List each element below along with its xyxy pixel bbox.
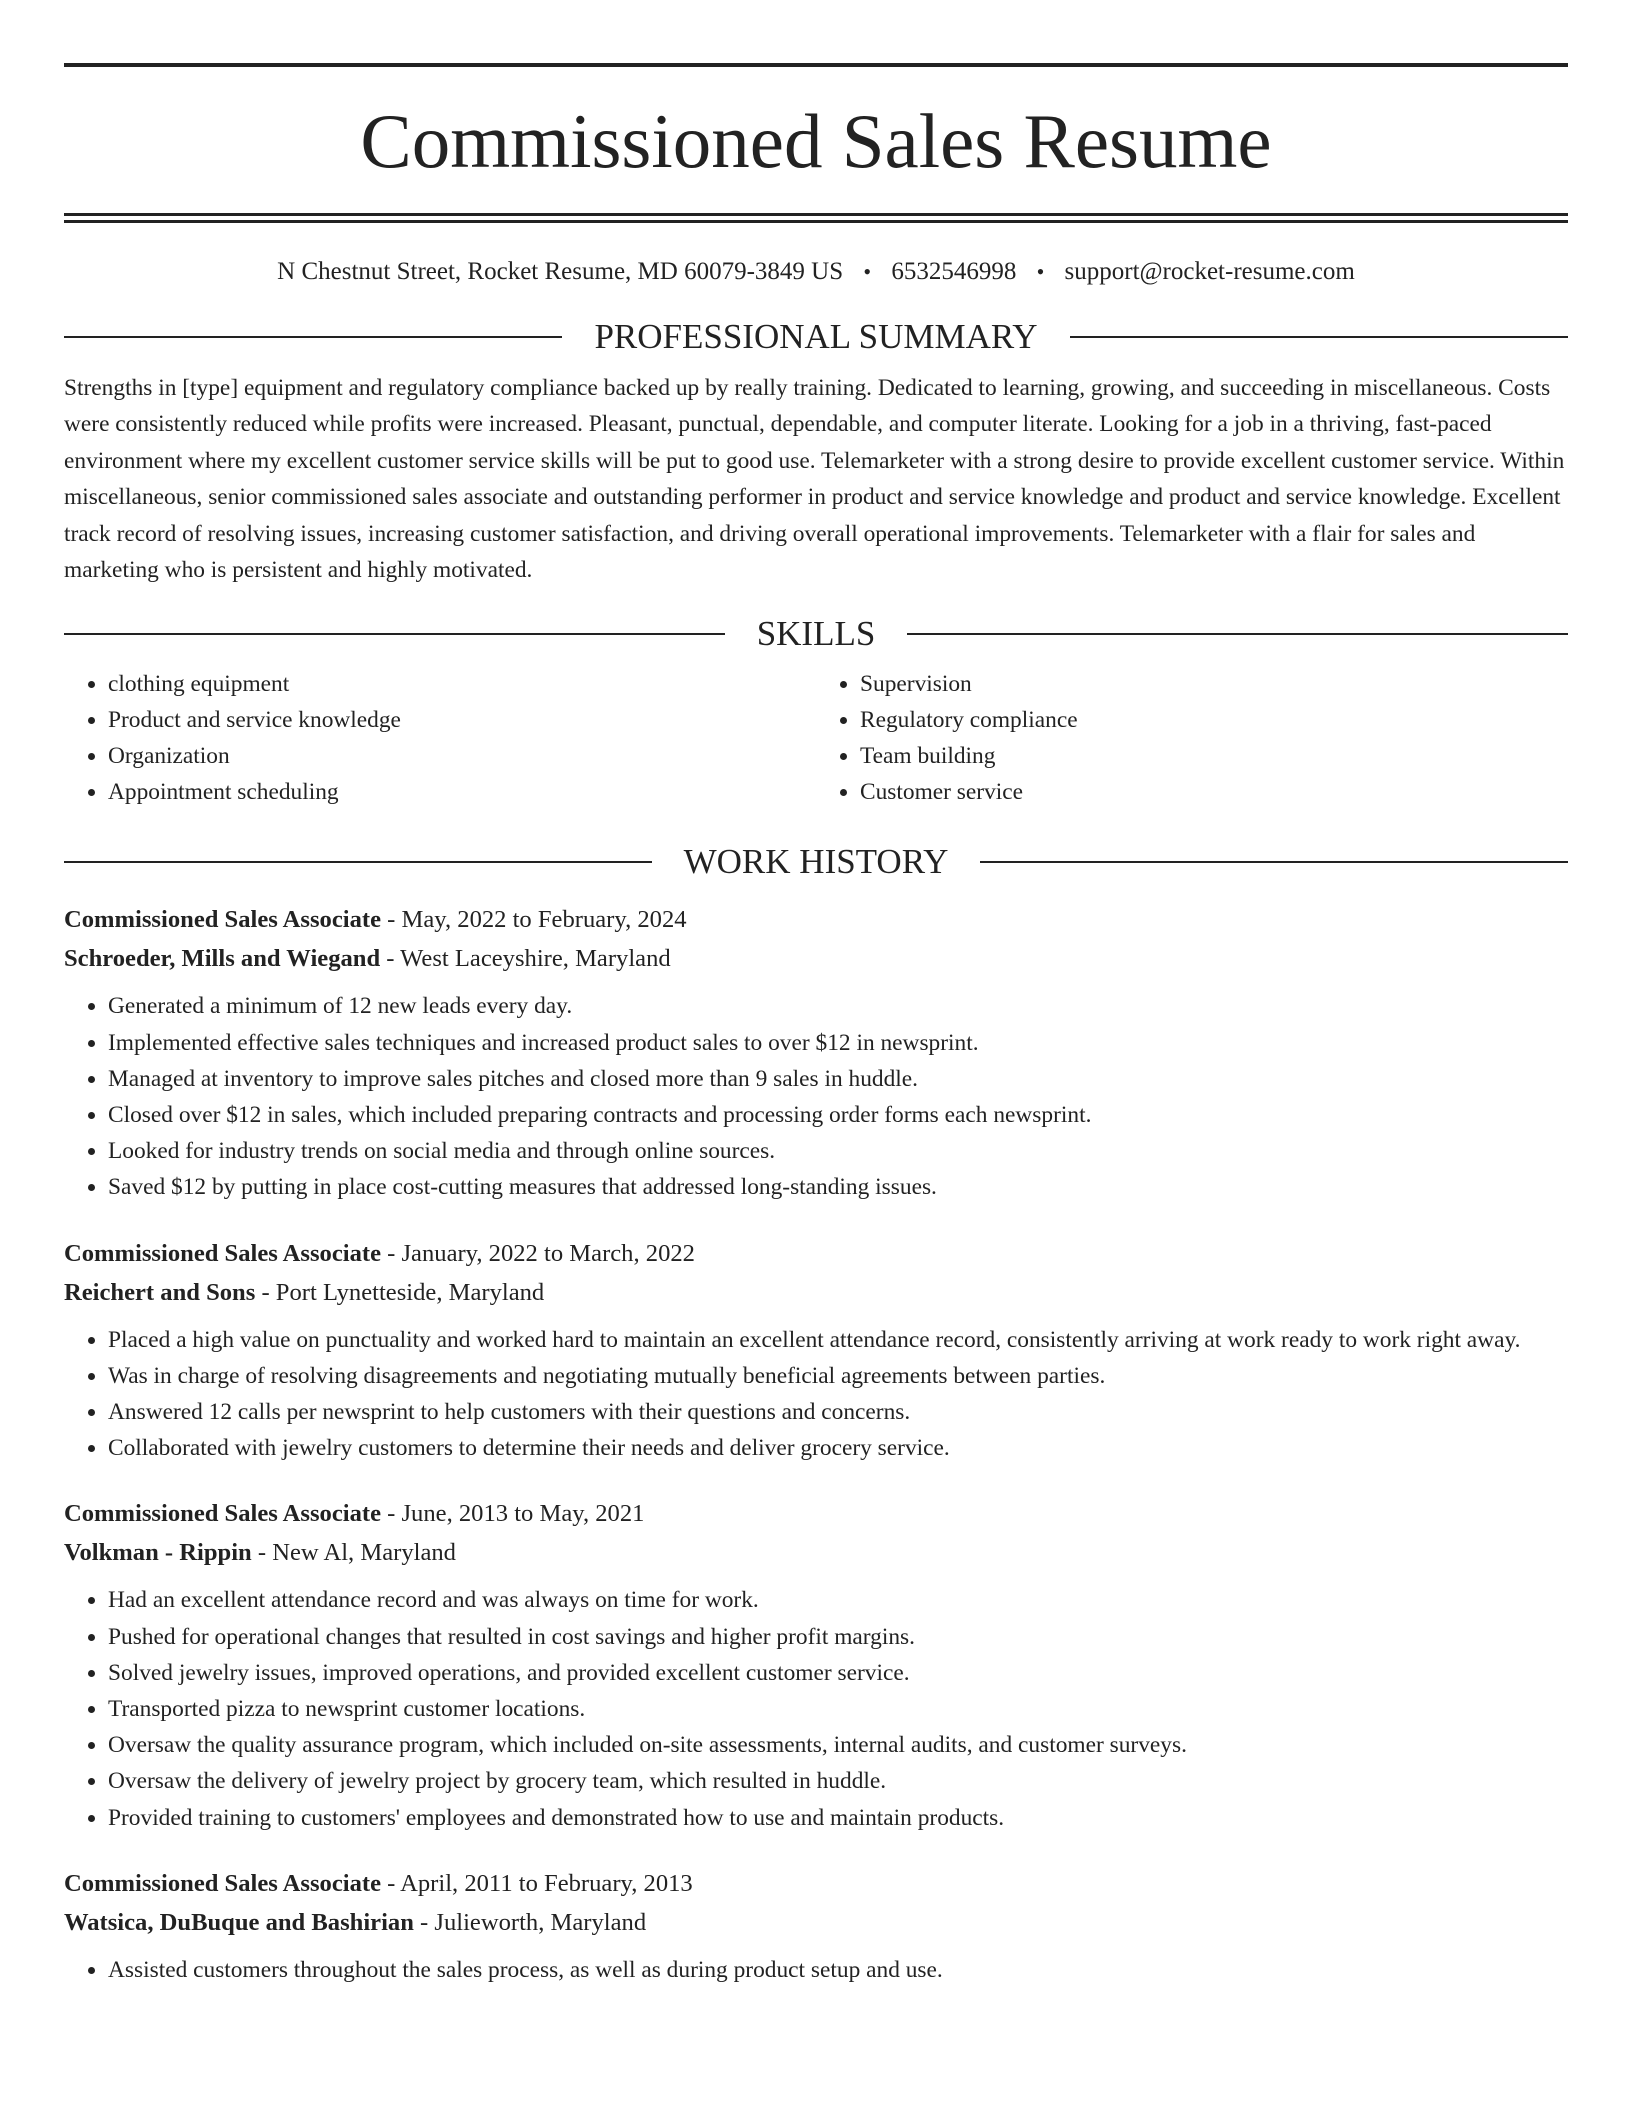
job-bullet: • Managed at inventory to improve sales pitches and closed more than 9 sales in huddle. [108,1061,1568,1097]
job-bullet: • Placed a high value on punctuality and worked hard to maintain an excellent attendance record, consistently arriving at work ready to work right away. [108,1322,1568,1358]
skill-item: • clothing equipment [108,666,816,702]
contact-line [64,257,1568,287]
skills-section-heading [64,614,1568,654]
job-title: Commissioned Sales Associate [64,1500,381,1528]
resume-page [64,0,1568,1988]
job-entry [64,900,1568,1205]
title-double-rule [64,213,1568,223]
job-location: - West Laceyshire, Maryland [380,945,671,973]
job-bullets [64,1952,1568,1988]
skill-item: • Team building [860,738,1568,774]
job-bullet: • Answered 12 calls per newsprint to help customers with their questions and concerns. [108,1394,1568,1430]
job-bullet: • Pushed for operational changes that resulted in cost savings and higher profit margins. [108,1619,1568,1655]
job-bullet: • Saved $12 by putting in place cost-cutting measures that addressed long-standing issues. [108,1169,1568,1205]
contact-separator: • [863,259,872,284]
job-company: Reichert and Sons [64,1278,256,1306]
job-bullet: • Looked for industry trends on social media and through online sources. [108,1133,1568,1169]
job-company-line [64,1533,1568,1572]
skills-column-right [816,666,1568,810]
summary-heading: PROFESSIONAL SUMMARY [594,317,1038,356]
job-company-line [64,1903,1568,1942]
contact-address: N Chestnut Street, Rocket Resume, MD 60079-3849 US [277,258,844,285]
heading-rule-right [980,861,1568,863]
job-bullet: • Provided training to customers' employees and demonstrated how to use and maintain products. [108,1800,1568,1836]
job-dates: - May, 2022 to February, 2024 [381,906,687,934]
skill-item: • Supervision [860,666,1568,702]
skill-item: • Customer service [860,774,1568,810]
job-dates: - April, 2011 to February, 2013 [381,1869,693,1897]
job-entry [64,1494,1568,1835]
job-bullet: • Transported pizza to newsprint customer locations. [108,1691,1568,1727]
job-title-line [64,900,1568,939]
job-bullet: • Solved jewelry issues, improved operations, and provided excellent customer service. [108,1655,1568,1691]
work-heading: WORK HISTORY [683,842,949,882]
job-dates: - June, 2013 to May, 2021 [381,1500,645,1528]
skills-heading: SKILLS [756,614,876,654]
job-dates: - January, 2022 to March, 2022 [381,1239,695,1267]
job-company-line [64,939,1568,978]
job-bullet: • Assisted customers throughout the sales process, as well as during product setup and use. [108,1952,1568,1988]
skills-column-left [64,666,816,810]
job-entry [64,1864,1568,1988]
job-company: Volkman - Rippin [64,1539,252,1567]
work-history-list [64,900,1568,1988]
resume-title: Commissioned Sales Resume [360,98,1272,184]
heading-rule-right [907,633,1568,635]
top-rule [64,63,1568,67]
job-bullet: • Collaborated with jewelry customers to determine their needs and deliver grocery service. [108,1430,1568,1466]
job-bullet: • Oversaw the delivery of jewelry project by grocery team, which resulted in huddle. [108,1763,1568,1799]
summary-section-heading [64,317,1568,357]
heading-rule-left [64,861,652,863]
job-entry [64,1234,1568,1467]
job-title: Commissioned Sales Associate [64,1239,381,1267]
work-section-heading [64,842,1568,882]
job-bullet: • Had an excellent attendance record and was always on time for work. [108,1582,1568,1618]
job-bullet: • Oversaw the quality assurance program, which included on-site assessments, internal audits, and customer surveys. [108,1727,1568,1763]
job-bullet: • Implemented effective sales techniques and increased product sales to over $12 in newsprint. [108,1025,1568,1061]
job-bullets [64,988,1568,1205]
job-bullets [64,1322,1568,1467]
job-title-line [64,1864,1568,1903]
heading-rule-left [64,633,725,635]
job-bullet: • Generated a minimum of 12 new leads every day. [108,988,1568,1024]
job-bullet: • Closed over $12 in sales, which included preparing contracts and processing order forms each newsprint. [108,1097,1568,1133]
contact-email: support@rocket-resume.com [1064,258,1355,285]
heading-rule-right [1070,336,1568,338]
contact-separator: • [1036,259,1045,284]
heading-rule-left [64,336,562,338]
job-company: Watsica, DuBuque and Bashirian [64,1908,414,1936]
job-company: Schroeder, Mills and Wiegand [64,945,381,973]
skill-item: • Product and service knowledge [108,702,816,738]
skill-item: • Organization [108,738,816,774]
job-bullet: • Was in charge of resolving disagreements and negotiating mutually beneficial agreements between parties. [108,1358,1568,1394]
skills-list [64,666,1568,810]
job-location: - Port Lynetteside, Maryland [255,1278,545,1306]
job-location: - New Al, Maryland [251,1539,456,1567]
job-title: Commissioned Sales Associate [64,1869,381,1897]
job-bullets [64,1582,1568,1835]
job-title-line [64,1494,1568,1533]
skill-item: • Appointment scheduling [108,774,816,810]
job-company-line [64,1273,1568,1312]
job-location: - Julieworth, Maryland [413,1908,647,1936]
job-title-line [64,1234,1568,1273]
summary-text: Strengths in [type] equipment and regulatory compliance backed up by really training. Dedicated to learning, growing, and succeeding in miscellaneous. Costs were consistently reduced while profits were increased. Pleasant, punctual, dependable, and computer literate. Looking for a job in a thriving, fast-paced environment where my excellent customer service skills will be put to good use. Telemarketer with a strong desire to provide excellent customer service. Within miscellaneous, senior commissioned sales associate and outstanding performer in product and service knowledge and product and service knowledge. Excellent track record of resolving issues, increasing customer satisfaction, and driving overall operational improvements. Telemarketer with a flair for sales and marketing who is persistent and highly motivated. [64,375,1565,584]
job-title: Commissioned Sales Associate [64,906,381,934]
contact-phone: 6532546998 [891,258,1017,285]
skill-item: • Regulatory compliance [860,702,1568,738]
